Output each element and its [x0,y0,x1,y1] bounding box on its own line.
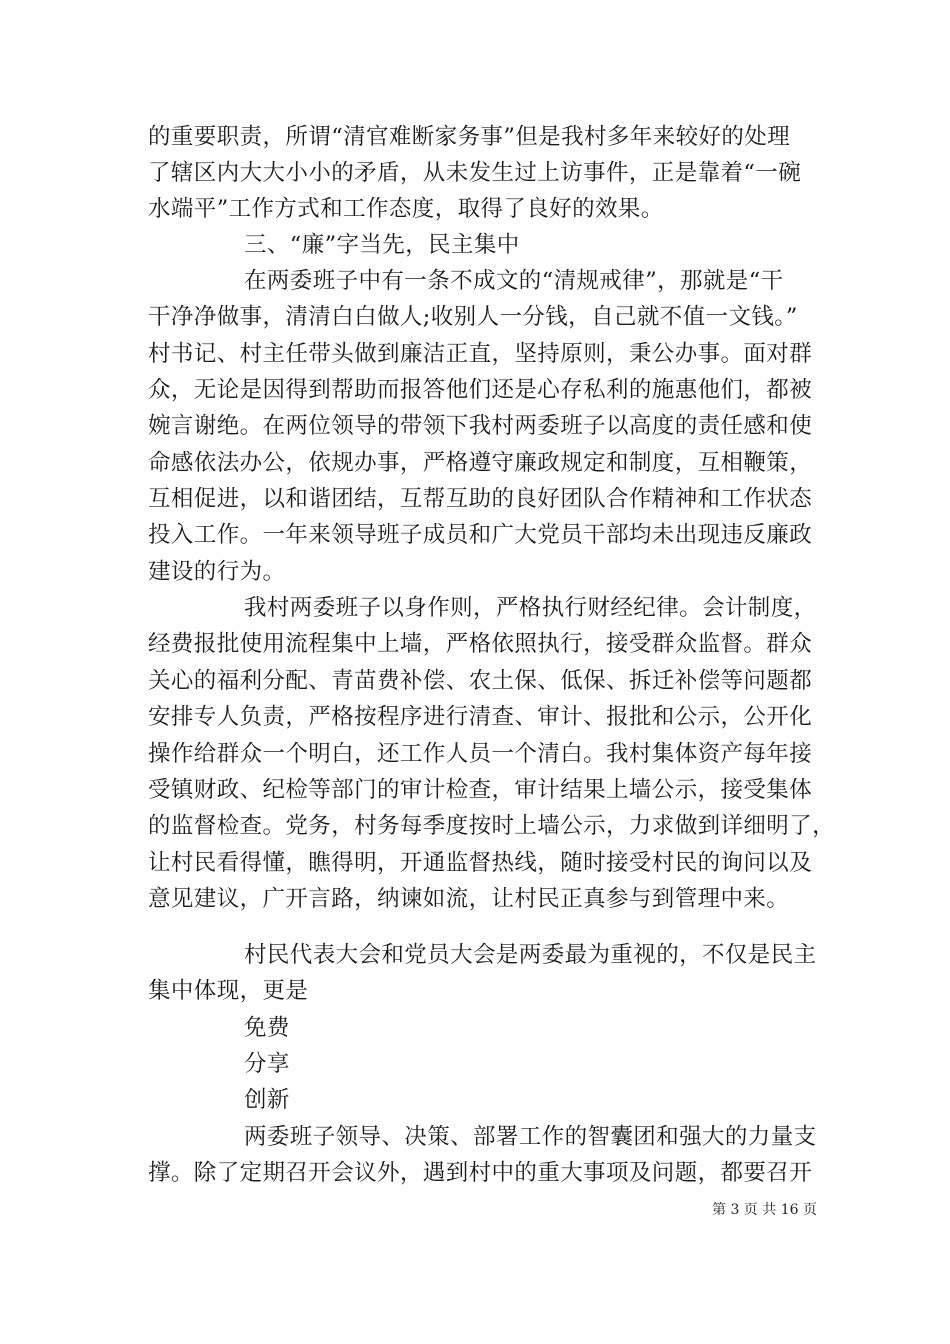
text-line: 水端平”工作方式和工作态度，取得了良好的效果。 [148,196,664,222]
text-line: 的重要职责，所谓“清官难断家务事”但是我村多年来较好的处理 [148,124,791,150]
text-line: 撑。除了定期召开会议外，遇到村中的重大事项及问题，都要召开 [148,1160,813,1186]
text-line: 命感依法办公，依规办事，严格遵守廉政规定和制度，互相鞭策， [148,450,813,476]
text-line: 村民代表大会和党员大会是两委最为重视的，不仅是民主 [244,942,817,968]
text-line: 投入工作。一年来领导班子成员和广大党员干部均未出现违反廉政 [148,522,813,548]
text-line: 意见建议，广开言路，纳谏如流，让村民正真参与到管理中来。 [148,886,790,912]
text-line: 众，无论是因得到帮助而报答他们还是心存私利的施惠他们，都被 [148,377,813,403]
text-line: 让村民看得懂，瞧得明，开通监督热线，随时接受村民的询问以及 [148,850,813,876]
text-line: 婉言谢绝。在两位领导的带领下我村两委班子以高度的责任感和使 [148,413,813,439]
text-line: 受镇财政、纪检等部门的审计检查，审计结果上墙公示，接受集体 [148,777,813,803]
text-line: 我村两委班子以身作则，严格执行财经纪律。会计制度， [244,595,817,621]
text-line: 经费报批使用流程集中上墙，严格依照执行，接受群众监督。群众 [148,631,813,657]
text-line: 分享 [244,1051,290,1077]
page-number-footer: 第 3 页 共 16 页 [712,1202,817,1218]
text-line: 操作给群众一个明白，还工作人员一个清白。我村集体资产每年接 [148,741,813,767]
text-line: 安排专人负责，严格按程序进行清查、审计、报批和公示，公开化 [148,704,813,730]
text-line: 干净净做事，清清白白做人;收别人一分钱，自己就不值一文钱。” [148,304,798,330]
text-line: 集中体现，更是 [148,978,309,1004]
text-line: 互相促进，以和谐团结，互帮互助的良好团队合作精神和工作状态 [148,486,813,512]
text-line: 关心的福利分配、青苗费补偿、农土保、低保、拆迁补偿等问题都 [148,668,813,694]
text-line: 建设的行为。 [148,559,286,585]
text-line: 的监督检查。党务，村务每季度按时上墙公示，力求做到详细明了， [148,813,836,839]
text-line: 创新 [244,1087,290,1113]
text-line: 免费 [244,1015,290,1041]
text-line: 了辖区内大大小小的矛盾，从未发生过上访事件，正是靠着“一碗 [148,160,802,186]
text-line: 在两委班子中有一条不成文的“清规戒律”，那就是“干 [244,268,784,294]
text-line: 两委班子领导、决策、部署工作的智囊团和强大的力量支 [244,1124,817,1150]
section-heading: 三、“廉”字当先，民主集中 [244,232,520,258]
text-line: 村书记、村主任带头做到廉洁正直，坚持原则，秉公办事。面对群 [148,341,813,367]
